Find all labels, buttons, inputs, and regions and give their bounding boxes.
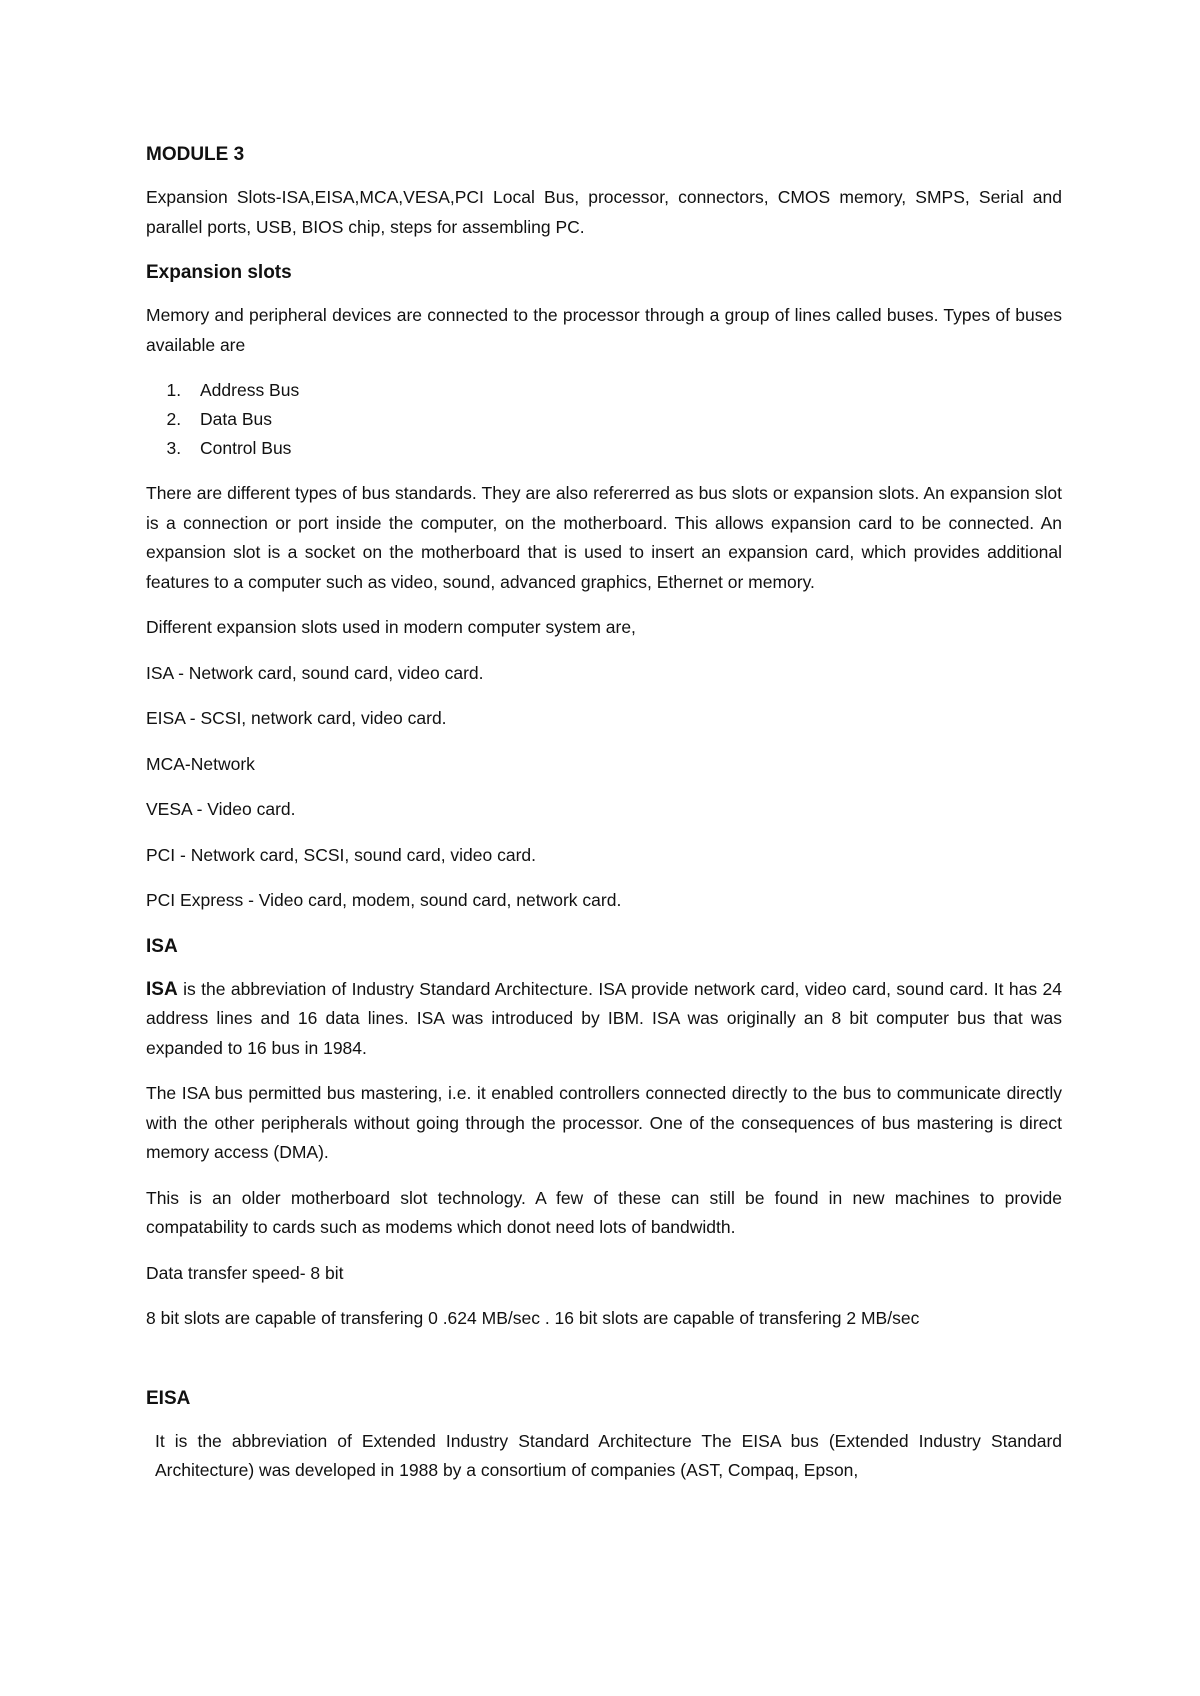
slot-line: ISA - Network card, sound card, video card. <box>146 662 484 683</box>
isa-heading: ISA <box>146 935 178 957</box>
isa-paragraph-1 <box>146 975 1062 1064</box>
isa-paragraph-4: Data transfer speed- 8 bit <box>146 1262 344 1283</box>
expansion-paragraph-2: There are different types of bus standards. They are also refererred as bus slots or expansion slots. An expansion slot is a connection or port inside the computer, on the motherboard. This allows expansion card to be connected. An expansion slot is a socket on the motherboard that is used to insert an expansion card, which provides additional features to a computer such as video, sound, advanced graphics, Ethernet or memory. <box>146 483 1062 592</box>
module-title: MODULE 3 <box>146 144 245 165</box>
slot-line: PCI Express - Video card, modem, sound card, network card. <box>146 890 622 910</box>
isa-paragraph-5: 8 bit slots are capable of transfering 0 .624 MB/sec . 16 bit slots are capable of transfering 2 MB/sec <box>146 1308 920 1328</box>
expansion-paragraph-1: Memory and peripheral devices are connected to the processor through a group of lines called buses. Types of buses available are <box>146 305 1062 355</box>
list-item: 3. Control Bus <box>186 434 1062 463</box>
document-page <box>146 140 1062 1502</box>
bus-types-list <box>146 376 1062 463</box>
isa-lead-word: ISA <box>146 978 178 1000</box>
expansion-slots-heading: Expansion slots <box>146 262 292 283</box>
expansion-paragraph-3: Different expansion slots used in modern computer system are, <box>146 617 636 637</box>
isa-paragraph-3: This is an older motherboard slot technology. A few of these can still be found in new machines to provide compatability to cards such as modems which donot need lots of bandwidth. <box>146 1187 1062 1237</box>
eisa-heading: EISA <box>146 1387 191 1409</box>
list-item: 2. Data Bus <box>186 405 1062 434</box>
slot-line: MCA-Network <box>146 753 255 774</box>
section-spacer <box>146 1350 1062 1384</box>
slot-line: VESA - Video card. <box>146 799 296 819</box>
slot-line: EISA - SCSI, network card, video card. <box>146 708 447 728</box>
list-item: 1. Address Bus <box>186 376 1062 405</box>
slot-line: PCI - Network card, SCSI, sound card, video card. <box>146 844 537 865</box>
intro-paragraph: Expansion Slots-ISA,EISA,MCA,VESA,PCI Local Bus, processor, connectors, CMOS memory, SMPS, Serial and parallel ports, USB, BIOS chip, steps for assembling PC. <box>146 187 1062 237</box>
isa-paragraph-2: The ISA bus permitted bus mastering, i.e. it enabled controllers connected directly to the bus to communicate directly with the other peripherals without going through the processor. One of the consequences of bus mastering is direct memory access (DMA). <box>146 1083 1062 1162</box>
isa-paragraph-1-text: is the abbreviation of Industry Standard Architecture. ISA provide network card, video card, sound card. It has 24 address lines and 16 data lines. ISA was introduced by IBM. ISA was originally an 8 bit computer bus that was expanded to 16 bus in 1984. <box>146 978 1062 1058</box>
eisa-paragraph-1: It is the abbreviation of Extended Industry Standard Architecture The EISA bus (Extended Industry Standard Architecture) was developed in 1988 by a consortium of companies (AST, Compaq, Epson, <box>155 1430 1062 1480</box>
